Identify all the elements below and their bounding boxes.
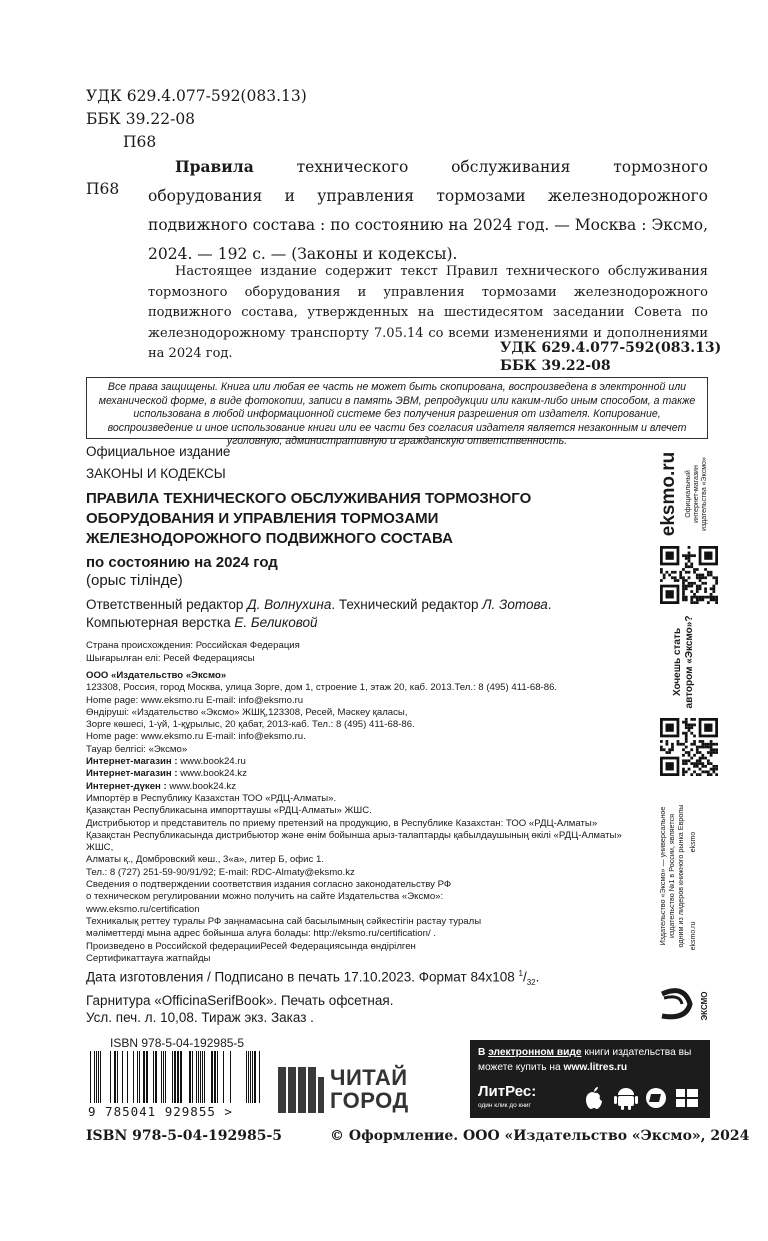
litres-slogan: один клик до книг (478, 1102, 531, 1109)
origin: Страна происхождения: Российская Федерация Шығарылған елі: Ресей Федерациясы (86, 640, 300, 664)
svg-text:издательство №1 в России, явля: издательство №1 в России, является (667, 813, 676, 939)
svg-text:интернет-магазин: интернет-магазин (693, 465, 700, 523)
eksmo-site-vertical[interactable] (646, 444, 706, 544)
gorod-word: ГОРОД (330, 1088, 409, 1113)
layout-name: Е. Беликовой (234, 615, 318, 630)
classification-codes (86, 85, 307, 154)
annotation: Настоящее издание содержит текст Правил технического обслуживания тормозного оборудования и управления тормозами железнодорожного подвижного состава, утвержденных на шестидесятом заседании Совета по железнодорожному транспорту 7.05.14 со всеми изменениями и дополнениями на 2024 год. (148, 264, 708, 361)
publisher-name: ООО «Издательство «Эксмо» (86, 670, 227, 681)
book-title (86, 489, 636, 549)
litres-ebook-link[interactable]: электронном виде (488, 1047, 582, 1058)
svg-text:Хочешь стать: Хочешь стать (672, 627, 683, 697)
series-name: ЗАКОНЫ И КОДЕКСЫ (86, 466, 226, 481)
bbk-right: ББК 39.22-08 (500, 358, 611, 374)
qr-code-icon[interactable] (660, 546, 718, 604)
about-eksmo-vertical (646, 786, 716, 966)
bookmate-icon[interactable] (646, 1088, 666, 1108)
store-icons (582, 1086, 704, 1110)
eksmo-site-text: eksmo.ru (658, 451, 679, 537)
litres-name: ЛитРес: (478, 1083, 537, 1100)
chitai-word: ЧИТАЙ (330, 1065, 408, 1090)
book-language: (орыс тілінде) (86, 572, 183, 589)
tech-editor-label: . Технический редактор (331, 597, 483, 612)
eksmo-logo-word: ЭКСМО (700, 991, 709, 1021)
social-handle: eksmo (690, 831, 697, 853)
official-edition: Официальное издание (86, 444, 231, 459)
author-mark: П68 (123, 133, 157, 151)
isbn-big: ISBN 978-5-04-192985-5 (86, 1128, 283, 1144)
copyright: © Оформление. ООО «Издательство «Эксмо», 2024 (330, 1128, 750, 1144)
svg-text:автором «Эксмо»?: автором «Эксмо»? (684, 615, 695, 709)
layout-label: Компьютерная верстка (86, 615, 235, 630)
editors: Ответственный редактор Д. Волнухина. Технический редактор Л. Зотова. Компьютерная верстка Е. Беликовой (86, 597, 552, 630)
bbk-code: ББК 39.22-08 (86, 110, 196, 128)
udk-block-right (500, 339, 721, 375)
qr-code-icon[interactable] (660, 718, 718, 776)
barcode-digits: 9 785041 929855 > (88, 1104, 233, 1119)
chitai-gorod-icon (276, 1063, 326, 1117)
android-icon[interactable] (614, 1088, 638, 1110)
resp-editor-label: Ответственный редактор (86, 597, 248, 612)
social-vk: eksmo.ru (690, 921, 697, 951)
isbn-small: ISBN 978-5-04-192985-5 (110, 1036, 245, 1050)
tech-editor-name: Л. Зотова (482, 597, 548, 612)
book-title-line: ЖЕЛЕЗНОДОРОЖНОГО ПОДВИЖНОГО СОСТАВА (86, 530, 453, 547)
chitai-gorod-logo (276, 1063, 461, 1117)
bib-text: технического обслуживания тормозного оборудования и управления тормозами железнодорожного подвижного состава : по состоянию на 2024 год. — Москва : Эксмо, 2024. — 192 с. — (Законы и кодексы). (148, 158, 708, 263)
become-author-vertical (646, 610, 716, 714)
print-info: Дата изготовления / Подписано в печать 17.10.2023. Формат 84x108 $^1/_{32}$. Гарнитура «OfficinaSerifBook». Печать офсетная. Усл. печ. л. 10,08. Тираж экз. Заказ . (86, 969, 540, 1026)
svg-text:одним из лидеров книжного рынк: одним из лидеров книжного рынка Европы (676, 804, 685, 948)
bib-title: Правила (175, 157, 254, 176)
svg-text:Официальный: Официальный (685, 470, 692, 518)
udk-code: УДК 629.4.077-592(083.13) (86, 87, 307, 105)
book-title-line: ПРАВИЛА ТЕХНИЧЕСКОГО ОБСЛУЖИВАНИЯ ТОРМОЗНОГО (86, 490, 532, 507)
svg-text:Издательство «Эксмо» — универс: Издательство «Эксмо» — универсальное (658, 806, 667, 946)
eksmo-logo-icon (656, 984, 712, 1028)
apple-icon[interactable] (586, 1087, 602, 1109)
rights-notice: Все права защищены. Книга или любая ее часть не может быть скопирована, воспроизведена в электронной или механической форме, в виде фотокопии, записи в память ЭВМ, репродукции или каким-либо иным способом, а также использована в любой информационной системе без получения разрешения от издателя. Копирование, воспроизведение и иное использование книги или ее части без согласия издателя является незаконным и влечет уголовную, административную и гражданскую ответственность. (86, 377, 708, 439)
udk-right: УДК 629.4.077-592(083.13) (500, 340, 722, 356)
litres-banner[interactable]: В электронном виде книги издательства вы можете купить на www.litres.ru ЛитРес: один клик до книг (470, 1040, 710, 1118)
litres-url[interactable]: www.litres.ru (563, 1062, 628, 1073)
book-subtitle: по состоянию на 2024 год (86, 554, 278, 571)
book-title-line: ОБОРУДОВАНИЯ И УПРАВЛЕНИЯ ТОРМОЗАМИ (86, 510, 439, 527)
svg-text:издательства «Эксмо»: издательства «Эксмо» (701, 457, 708, 531)
windows-icon[interactable] (676, 1089, 698, 1107)
bibliographic-description (148, 152, 708, 269)
bib-author-mark: П68 (86, 180, 120, 198)
resp-editor-name: Д. Волнухина (247, 597, 332, 612)
publisher-info: ООО «Издательство «Эксмо» 123308, Россия, город Москва, улица Зорге, дом 1, строение 1, этаж 20, каб. 2013.Тел.: 8 (495) 411-68-86. Home page: www.eksmo.ru E-mail: info@eksmo.ru Өндіруші: «Издательство «Эксмо» ЖШҚ,123308, Ресей, Мәскеу қаласы, Зорге көшесі, 1-үй, 1-құрылыс, 20 қабат, 2013-каб. Тел.: 8 (495) 411-68-86. Home page: www.eksmo.ru E-mail: info@eksmo.ru. Тауар белгісі: «Эксмо» Интернет-магазин : www.book24.ru Интернет-магазин : www.book24.kz Интернет-дүкен : www.book24.kz Импортёр в Республику Казахстан ТОО «РДЦ-Алматы». Қазақстан Республикасына импорттаушы «РДЦ-Алматы» ЖШС. Дистрибьютор и представитель по приему претензий на продукцию, в Республике Казахстан: ТОО «РДЦ-Алматы» Қазақстан Республикасында дистрибьютор және өнім бойынша арыз-талаптарды қабылдаушының өкілі «РДЦ-Алматы» ЖШС, Алматы қ., Домбровский көш., 3«а», литер Б, офис 1. Тел.: 8 (727) 251-59-90/91/92; E-mail: RDC-Almaty@eksmo.kz Сведения о подтверждении соответствия издания согласно законодательству РФ о техническом регулировании можно получить на сайте Издательства «Эксмо»: www.eksmo.ru/certification Техникалық реттеу туралы РФ заңнамасына сай басылымның сәйкестігін растау туралы мәліметтерді мына адрес бойынша алуға болады: http://eksmo.ru/certification/ . Произведено в Российской федерацииРесей Федерациясында өндірілген Сертификаттауға жатпайды (86, 670, 622, 964)
